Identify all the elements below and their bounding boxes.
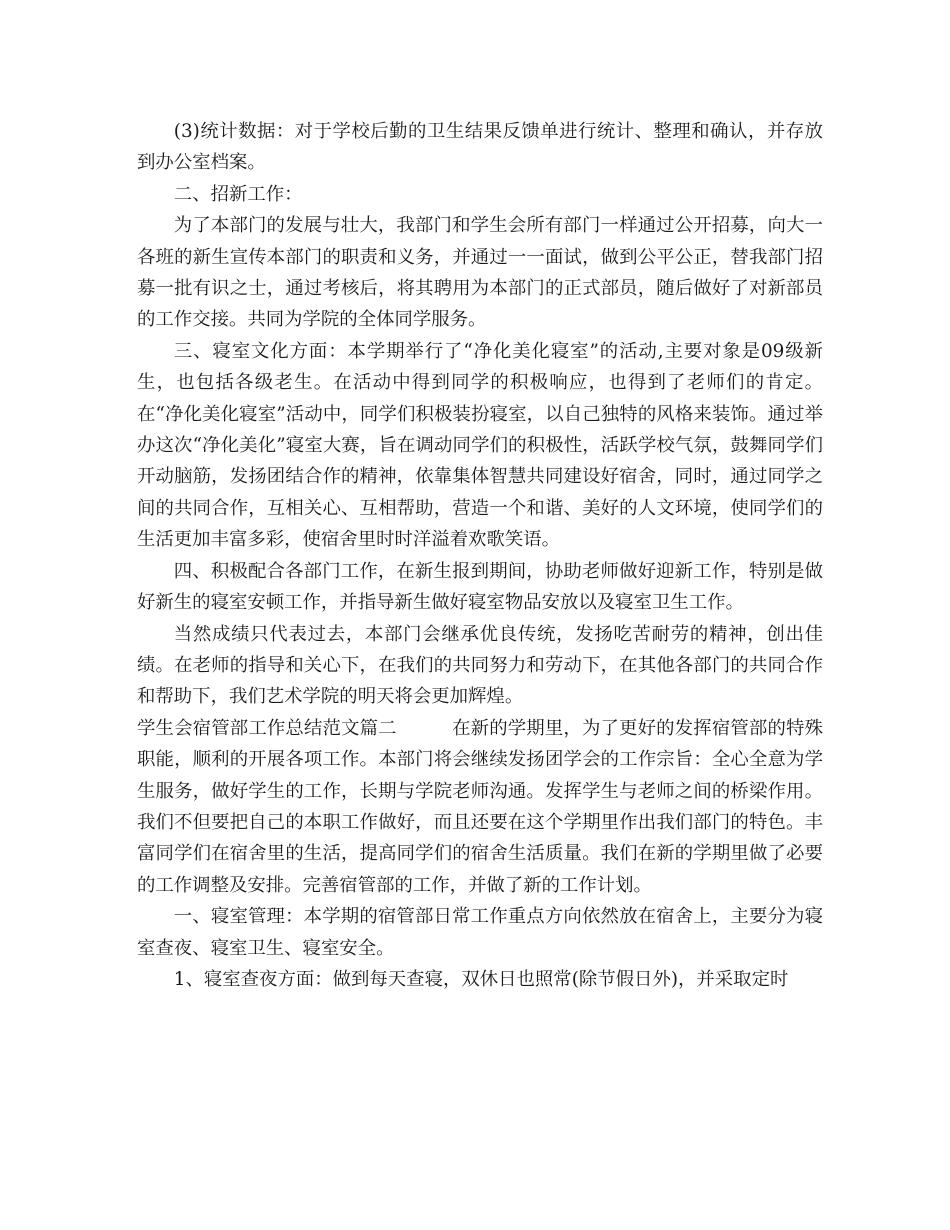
heading-recruitment: 二、招新工作：	[173, 183, 303, 205]
paragraph-conclusion: 当然成绩只代表过去，本部门会继承优良传统，发扬吃苦耐劳的精神，创出佳绩。在老师的指导和关心下，在我们的共同努力和劳动下，在其他各部门的共同合作和帮助下，我们艺术学院的明天将会更加辉煌。	[137, 623, 823, 708]
section-title: 学生会宿管部工作总结范文篇二	[137, 717, 397, 739]
paragraph-dorm-management: 一、寝室管理：本学期的宿管部日常工作重点方向依然放在宿舍上，主要分为寝室查夜、寝室卫生、寝室安全。	[137, 906, 823, 959]
section-intro: 在新的学期里，为了更好的发挥宿管部的特殊职能，顺利的开展各项工作。本部门将会继续发扬团学会的工作宗旨：全心全意为学生服务，做好学生的工作，长期与学院老师沟通。发挥学生与老师之间的桥梁作用。我们不但要把自己的本职工作做好，而且还要在这个学期里作出我们部门的特色。丰富同学们在宿舍里的生活，提高同学们的宿舍生活质量。我们在新的学期里做了必要的工作调整及安排。完善宿管部的工作，并做了新的工作计划。	[137, 717, 823, 896]
paragraph-cooperation: 四、积极配合各部门工作，在新生报到期间，协助老师做好迎新工作，特别是做好新生的寝室安顿工作，并指导新生做好寝室物品安放以及寝室卫生工作。	[137, 560, 823, 614]
document-body	[137, 116, 823, 995]
paragraph-dorm-culture: 三、寝室文化方面：本学期举行了“净化美化寝室”的活动,主要对象是09级新生，也包括各级老生。在活动中得到同学的积极响应，也得到了老师们的肯定。在“净化美化寝室”活动中，同学们积极装扮寝室，以自己独特的风格来装饰。通过举办这次“净化美化”寝室大赛，旨在调动同学们的积极性，活跃学校气氛，鼓舞同学们开动脑筋，发扬团结合作的精神，依靠集体智慧共同建设好宿舍，同时，通过同学之间的共同合作，互相关心、互相帮助，营造一个和谐、美好的人文环境，使同学们的生活更加丰富多彩，使宿舍里时时洋溢着欢歌笑语。	[137, 340, 823, 551]
paragraph-statistics: (3)统计数据：对于学校后勤的卫生结果反馈单进行统计、整理和确认，并存放到办公室档案。	[137, 121, 823, 174]
paragraph-recruitment: 为了本部门的发展与壮大，我部门和学生会所有部门一样通过公开招募，向大一各班的新生宣传本部门的职责和义务，并通过一一面试，做到公平公正，替我部门招募一批有识之士，通过考核后，将其聘用为本部门的正式部员，随后做好了对新部员的工作交接。共同为学院的全体同学服务。	[137, 215, 823, 331]
section-two-paragraph	[137, 713, 823, 901]
paragraph-night-check: 1、寝室查夜方面：做到每天查寝，双休日也照常(除节假日外)，并采取定时	[173, 968, 789, 990]
